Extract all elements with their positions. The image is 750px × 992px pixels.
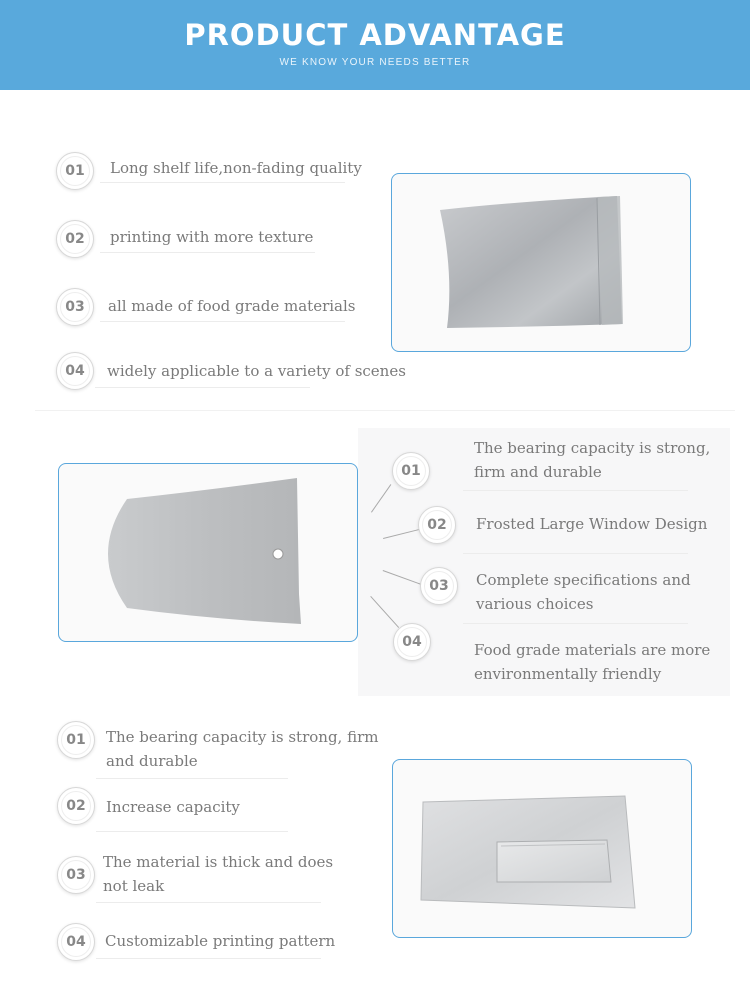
feature-text-line: The bearing capacity is strong, [474,439,711,457]
feature-text-line: firm and durable [474,463,602,481]
feature-text-line: not leak [103,877,165,895]
number-badge: 02 [418,506,456,544]
flat-pouch-image [393,760,692,938]
number-badge: 01 [392,452,430,490]
feature-text-line: The bearing capacity is strong, firm [106,728,379,746]
feature-text-line: The material is thick and does [103,853,334,871]
feature-text: Frosted Large Window Design [476,515,708,533]
feature-text [474,436,710,484]
feature-text [474,638,710,686]
feature-text: Customizable printing pattern [105,932,336,950]
number-badge: 01 [56,152,94,190]
number-badge: 03 [420,567,458,605]
frosted-pouch-image [59,464,358,642]
product-image-frame [58,463,358,642]
divider [96,902,321,903]
number-badge: 01 [57,721,95,759]
number-badge: 04 [57,923,95,961]
section-divider [35,410,735,411]
feature-text-line: environmentally friendly [474,665,662,683]
number-badge: 02 [57,787,95,825]
product-image-frame [391,173,691,352]
feature-text: Long shelf life,non-fading quality [110,159,362,177]
number-badge: 04 [56,352,94,390]
divider [100,182,345,183]
number-badge: 04 [393,623,431,661]
feature-text: widely applicable to a variety of scenes [107,362,406,380]
feature-text-line: Food grade materials are more [474,641,711,659]
divider [463,553,688,554]
number-badge: 02 [56,220,94,258]
feature-text [103,850,333,898]
divider [96,831,288,832]
feature-text [476,568,691,616]
product-image-frame [392,759,692,938]
divider [463,490,688,491]
feature-text-line: various choices [476,595,594,613]
number-badge: 03 [57,856,95,894]
page-subtitle: WE KNOW YOUR NEEDS BETTER [279,57,471,68]
feature-text: all made of food grade materials [108,297,356,315]
feature-text [106,725,378,773]
divider [100,321,345,322]
standup-pouch-image [392,174,691,352]
feature-text: printing with more texture [110,228,314,246]
divider [96,778,288,779]
page-title: PRODUCT ADVANTAGE [184,18,566,52]
divider [100,252,315,253]
divider [463,623,688,624]
divider [95,387,310,388]
feature-text-line: and durable [106,752,198,770]
feature-text: Increase capacity [106,798,240,816]
number-badge: 03 [56,288,94,326]
divider [96,958,321,959]
feature-text-line: Complete specifications and [476,571,691,589]
header-banner [0,0,750,90]
